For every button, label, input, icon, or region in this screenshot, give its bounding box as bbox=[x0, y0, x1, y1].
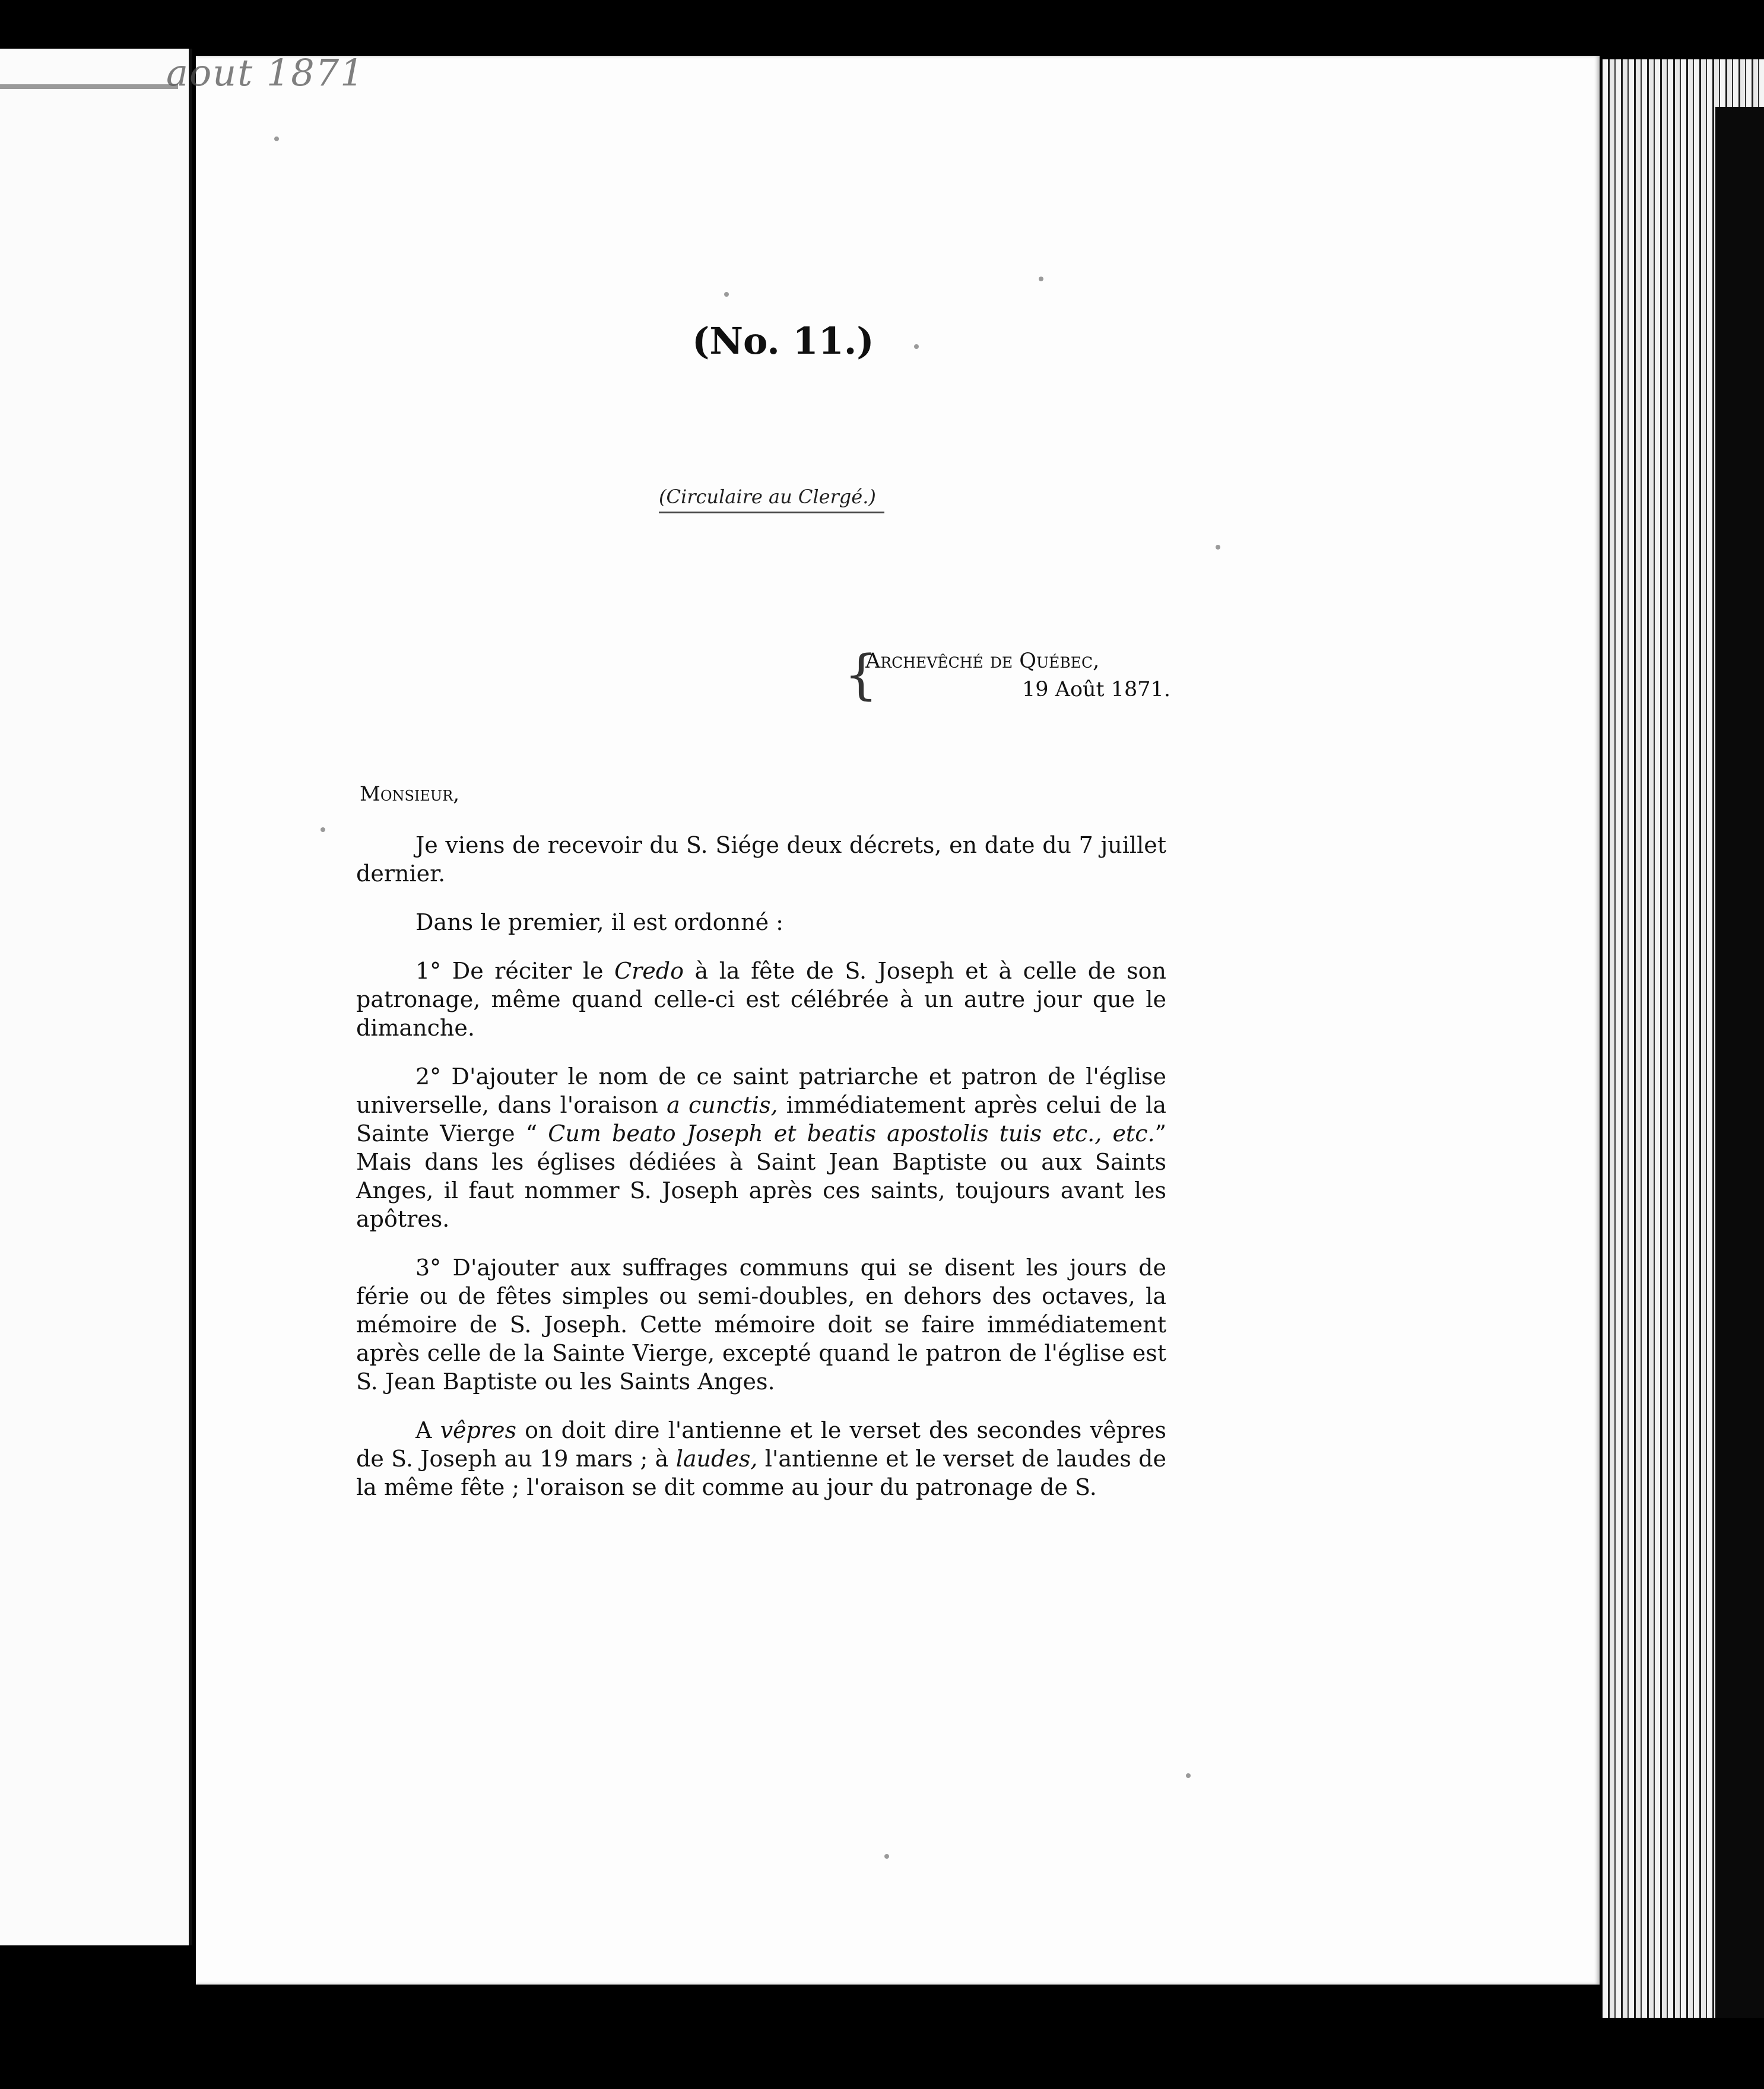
text-run: 3° D'ajouter aux suffrages communs qui se disent les jours de férie ou de fêtes simples ou semi-doubles, en dehors des octaves, la mémoire de S. Joseph. Cette mémoire doit se faire immédiatement après celle de la Sainte Vierge, excepté quand le patron de l'église est S. Jean Baptiste ou les Saints Anges. bbox=[356, 1255, 1166, 1395]
date-line: 19 Août 1871. bbox=[1022, 678, 1170, 701]
text-run: 2° D'ajouter le nom de ce saint patriarche et patron de l'église universelle, dans l'oraison bbox=[356, 1063, 1166, 1118]
text-run: Je viens de recevoir du S. Siége deux décrets, en date du 7 juillet dernier. bbox=[356, 832, 1166, 887]
text-run: Dans le premier, il est ordonné : bbox=[415, 909, 783, 935]
paper-speck bbox=[884, 1854, 889, 1859]
text-run: l'antienne et le verset de laudes de la même fête ; l'oraison se dit comme au jour du patronage de S. bbox=[356, 1446, 1167, 1500]
paper-speck bbox=[1186, 1773, 1191, 1778]
paper-speck bbox=[914, 344, 919, 349]
document-number: (No. 11.) bbox=[692, 319, 874, 363]
paper-speck bbox=[274, 136, 279, 141]
italic-text-run: laudes, bbox=[675, 1446, 758, 1472]
paper-speck bbox=[1039, 277, 1043, 281]
paragraph bbox=[356, 1062, 1166, 1233]
text-run: ” Mais dans les églises dédiées à Saint Jean Baptiste ou aux Saints Anges, il faut nommer S. Joseph après ces saints, toujours avant les apôtres. bbox=[356, 1120, 1166, 1232]
italic-text-run: vêpres bbox=[440, 1417, 517, 1443]
paragraph bbox=[356, 957, 1166, 1042]
text-run: à la fête de S. Joseph et à celle de son patronage, même quand celle-ci est célébrée à un autre jour que le dimanche. bbox=[356, 958, 1167, 1041]
text-run: A bbox=[415, 1417, 440, 1443]
text-run: on doit dire l'antienne et le verset des secondes vêpres de S. Joseph au 19 mars ; à bbox=[356, 1417, 1166, 1472]
text-run: immédiatement après celui de la Sainte Vierge “ bbox=[356, 1092, 1166, 1147]
italic-text-run: Cum beato Joseph et beatis apostolis tuis etc., etc. bbox=[548, 1120, 1155, 1147]
document-subtitle: (Circulaire au Clergé.) bbox=[659, 485, 884, 513]
paragraph bbox=[356, 1253, 1166, 1396]
italic-text-run: a cunctis, bbox=[667, 1092, 778, 1118]
paragraph bbox=[356, 908, 1166, 936]
brace-icon: { bbox=[844, 644, 878, 706]
salutation: Monsieur, bbox=[360, 782, 460, 806]
paper-speck bbox=[724, 292, 729, 297]
previous-page-edge bbox=[0, 49, 192, 1945]
text-run: 1° De réciter le bbox=[415, 958, 615, 984]
paragraph bbox=[356, 1416, 1166, 1501]
handwritten-margin-note: aout 1871 bbox=[166, 51, 365, 94]
paragraph bbox=[356, 831, 1166, 888]
page-crease-line bbox=[0, 84, 178, 89]
place-line: Archevêché de Québec, bbox=[865, 649, 1100, 673]
book-binding-shadow bbox=[1715, 107, 1764, 2018]
paper-speck bbox=[321, 827, 325, 832]
letter-body bbox=[356, 831, 1166, 1522]
paper-speck bbox=[1216, 545, 1220, 550]
italic-text-run: Credo bbox=[614, 958, 684, 984]
